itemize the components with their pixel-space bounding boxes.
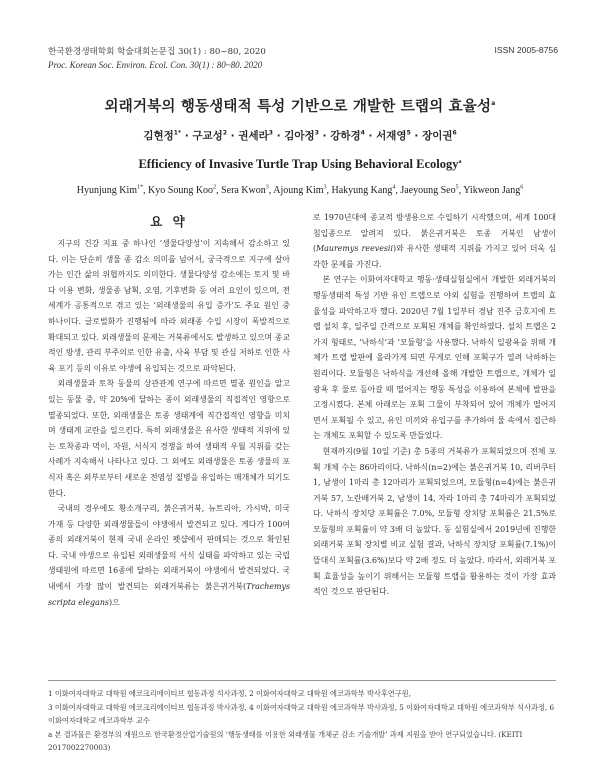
author-name: Kyo Soung Koo bbox=[148, 185, 214, 196]
author bbox=[422, 130, 457, 142]
footnote: a 본 결과물은 환경부의 재원으로 한국환경산업기술원의 ‘행동생태를 이용한 외래생물 개체군 감소 기술개발’ 과제 지원을 받아 연구되었습니다. (KEITI 2017002270003) bbox=[48, 729, 523, 752]
author bbox=[284, 130, 319, 142]
paragraph-text: 로 1970년대에 종교적 방생용으로 수입하기 시작했으며, 세계 100대 침입종으로 알려져 있다. 붉은귀거북은 토종 거북인 남생이( bbox=[313, 213, 556, 254]
author-list-ko: 김현정$^{1*}$ · 구교성$^2$ · 권세라$^3$ · 김아정$^3$ · 강하경$^4$ · 서재영$^5$ · 장이권$^6$ bbox=[143, 129, 457, 142]
abstract-column-right bbox=[313, 210, 556, 600]
species-name: Trachemys scripta elegans bbox=[48, 582, 290, 607]
author-name: Ajoung Kim bbox=[273, 185, 324, 196]
species-name: Mauremys reevesii bbox=[316, 244, 393, 254]
author bbox=[148, 185, 216, 196]
author bbox=[238, 130, 273, 142]
paragraph: 지구의 건강 지표 중 하나인 ‘생물다양성’이 지속해서 감소하고 있다. 이는 단순히 생물 종 감소 의미를 넘어서, 궁극적으로 지구에 살아가는 인간 삶의 위협까지도 의미한다. 생물다양성 감소에는 토지 및 바다 이용 변화, 생물종 남획, 오염, 기후변화 등 여러 요인이 있으며, 전 세계가 공통적으로 겪고 있는 ‘외래생물의 유입 증가’도 주요 원인 중 하나이다. 글로벌화가 진행됨에 따라 외래종 수입 시장이 폭발적으로 확대되고 있다. 외래생물의 문제는 거북류에서도 발생하고 있으며 종교적인 방생, 관리 부주의로 인한 유출, 사육 부담 및 관심 저하로 인한 사육 포기 등의 이유로 야생에 유입되는 것으로 파악된다. bbox=[48, 239, 290, 373]
author-affiliation-mark: 1* bbox=[173, 129, 182, 137]
author-affiliation-mark: 5 bbox=[406, 129, 411, 137]
author-name: 장이권 bbox=[422, 130, 453, 142]
title-en-footnote-mark: a bbox=[458, 158, 462, 165]
author-name: Hyunjung Kim bbox=[76, 185, 138, 196]
author-affiliation-mark: 3 bbox=[314, 129, 319, 137]
author bbox=[221, 185, 269, 196]
author-name: 서재영 bbox=[376, 130, 407, 142]
abstract-column-left bbox=[48, 236, 290, 610]
paragraph-text: )으 bbox=[108, 597, 120, 607]
author-affiliation-mark: 4 bbox=[392, 184, 396, 191]
author-affiliation-mark: 3 bbox=[268, 129, 273, 137]
author-name: Hakyung Kang bbox=[331, 185, 393, 196]
author bbox=[77, 185, 143, 196]
journal-citation-ko: 한국환경생태학회 학술대회논문집 30(1) : 80~80, 2020 bbox=[48, 47, 266, 57]
paragraph bbox=[313, 210, 556, 272]
author-name: Yikweon Jang bbox=[463, 185, 521, 196]
author-name: 권세라 bbox=[238, 130, 269, 142]
author-name: 강하경 bbox=[330, 130, 361, 142]
author-name: Jaeyoung Seo bbox=[400, 185, 456, 196]
paragraph: 현재까지(9월 10일 기준) 총 5종의 거북류가 포획되었으며 전체 포획 개체 수는 86마리이다. 낙하식(n=2)에는 붉은귀거북 10, 리버쿠터 1, 남생이 1마리 총 12마리가 포획되었으며, 모듈형(n=4)에는 붉은귀거북 57, 노란배거북 2, 남생이 14, 자라 1마리 총 74마리가 포획되었다. 낙하식 장치당 포획률은 7.0%, 모듈형 장치당 포획률은 21.5%로 모듈형의 포획률이 약 3배 더 높았다. 동 실험실에서 2019년에 진행한 외래거북 포획 장치별 비교 실험 결과, 낙하식 장치당 포획률(7.1%)이 뜰대식 포획률(3.6%)보다 약 2배 정도 더 높았다. 따라서, 외래거북 포획 효율성을 높이기 위해서는 모듈형 트랩을 활용하는 것이 가장 효과적인 것으로 판단된다. bbox=[313, 446, 556, 597]
author-name: 김아정 bbox=[284, 130, 315, 142]
paper-title-ko-text: 외래거북의 행동생태적 특성 기반으로 개발한 트랩의 효율성 bbox=[104, 99, 492, 115]
author-affiliation-mark: 2 bbox=[222, 129, 227, 137]
author-affiliation-mark: 6 bbox=[452, 129, 457, 137]
author-affiliation-mark: 1* bbox=[137, 184, 144, 191]
author bbox=[192, 130, 227, 142]
paragraph-text: )와 유사한 생태적 지위를 가지고 있어 더욱 심각한 문제를 가진다. bbox=[313, 244, 557, 269]
author bbox=[400, 185, 458, 196]
author bbox=[143, 130, 181, 142]
author bbox=[332, 185, 396, 196]
running-header-ko bbox=[48, 45, 558, 57]
paragraph: 본 연구는 이화여자대학교 행동·생태실험실에서 개발한 외래거북의 행동생태적 특성 기반 유인 트랩으로 야외 실험을 진행하여 트랩의 효율성을 파악하고자 했다. 2020년 7월 1일부터 경남 진주 금호지에 트랩 설치 후, 일주일 간격으로 포획된 개체를 확인하였다. 설치 트랩은 2가지 형태로, ‘낙하식’과 ‘모듈형’을 사용했다. 낙하식 일광욕을 위해 개체가 트랩 발판에 올라가게 되면 무게로 인해 포획구가 열려 낙하하는 원리이다. 모듈형은 낙하식을 개선해 올해 개발한 트랩으로, 개체가 일광욕 후 물로 돌아갈 때 떨어지는 행동 특성을 이용하여 본체에 발판을 고정시켰다. 본체 아래로는 포획 그물이 부착되어 있어 개체가 떨어지면서 포획될 수 있고, 유인 미끼와 유입구를 추가하여 물 속에서 접근하는 개체도 포획할 수 있도록 만들었다. bbox=[313, 275, 556, 441]
paper-title-ko bbox=[30, 95, 570, 116]
footnote: 3 이화여자대학교 대학원 에코크리에이티브 협동과정 박사과정, 4 이화여자대학교 대학원 에코과학부 박사과정, 5 이화여자대학교 대학원 에코과학부 석사과정, 6 이화여자대학교 에코과학부 교수 bbox=[48, 702, 555, 725]
author-affiliation-mark: 5 bbox=[455, 184, 459, 191]
issn: ISSN 2005-8756 bbox=[494, 45, 558, 55]
author-name: Sera Kwon bbox=[221, 185, 266, 196]
author bbox=[376, 130, 411, 142]
paragraph bbox=[48, 501, 290, 610]
journal-citation-en: Proc. Korean Soc. Environ. Ecol. Con. 30(1) : 80~80. 2020 bbox=[48, 60, 263, 70]
paper-title-en bbox=[30, 157, 570, 172]
author-affiliation-mark: 3 bbox=[323, 184, 327, 191]
author bbox=[330, 130, 365, 142]
paragraph-text: 국내의 경우에도 황소개구리, 붉은귀거북, 뉴트리아, 가시박, 미국 가재 등 다양한 외래생물들이 야생에서 발견되고 있다. 게다가 100여 종의 외래거북이 현재 국내 온라인 펫샵에서 판매되는 것으로 확인된다. 국내 야생으로 유입된 외래생물의 서식 실태를 파악하고 있는 국립생태원에 따르면 16종에 달하는 외래거북이 야생에서 발견되었다. 국내에서 가장 많이 발견되는 외래거북류는 붉은귀거북( bbox=[48, 504, 290, 592]
author-affiliation-mark: 3 bbox=[265, 184, 269, 191]
author-name: 구교성 bbox=[192, 130, 223, 142]
footnote: 1 이화여자대학교 대학원 에코크리에이티브 협동과정 석사과정, 2 이화여자대학교 대학원 에코과학부 박사후연구원, bbox=[48, 689, 411, 698]
author bbox=[273, 185, 326, 196]
footnotes bbox=[48, 680, 556, 755]
author-affiliation-mark: 2 bbox=[213, 184, 217, 191]
author-name: 김현정 bbox=[143, 130, 174, 142]
abstract-heading: 요 약 bbox=[150, 214, 188, 229]
paper-title-en-text: Efficiency of Invasive Turtle Trap Using Behavioral Ecology bbox=[138, 157, 459, 171]
title-ko-footnote-mark: a bbox=[491, 100, 496, 108]
author-affiliation-mark: 6 bbox=[520, 184, 524, 191]
author-affiliation-mark: 4 bbox=[360, 129, 365, 137]
author-list-en: Hyunjung Kim$^{1*}$, Kyo Soung Koo$^2$, Sera Kwon$^3$, Ajoung Kim$^3$, Hakyung Kang$^4$, Jaeyoung Seo$^5$, Yikweon Jang$^6$ bbox=[76, 184, 524, 196]
paragraph: 외래생물과 토착 동물의 상관관계 연구에 따르면 멸종 원인을 알고 있는 동물 중, 약 20%에 달하는 종이 외래생물의 직접적인 영향으로 멸종되었다. 또한, 외래생물은 토종 생태계에 직간접적인 영향을 미치며 생태계 교란을 일으킨다. 특히 외래생물은 유사한 생태적 지위에 있는 토착종과 먹이, 자원, 서식지 경쟁을 하여 생태적 우월 지위를 갖는 사례가 지속해서 나타나고 있다. 그 외에도 외래생물은 토종 생물의 포식자 혹은 외부로부터 새로운 전염성 질병을 유입하는 매개체가 되기도 한다. bbox=[48, 379, 290, 498]
author bbox=[463, 185, 523, 196]
